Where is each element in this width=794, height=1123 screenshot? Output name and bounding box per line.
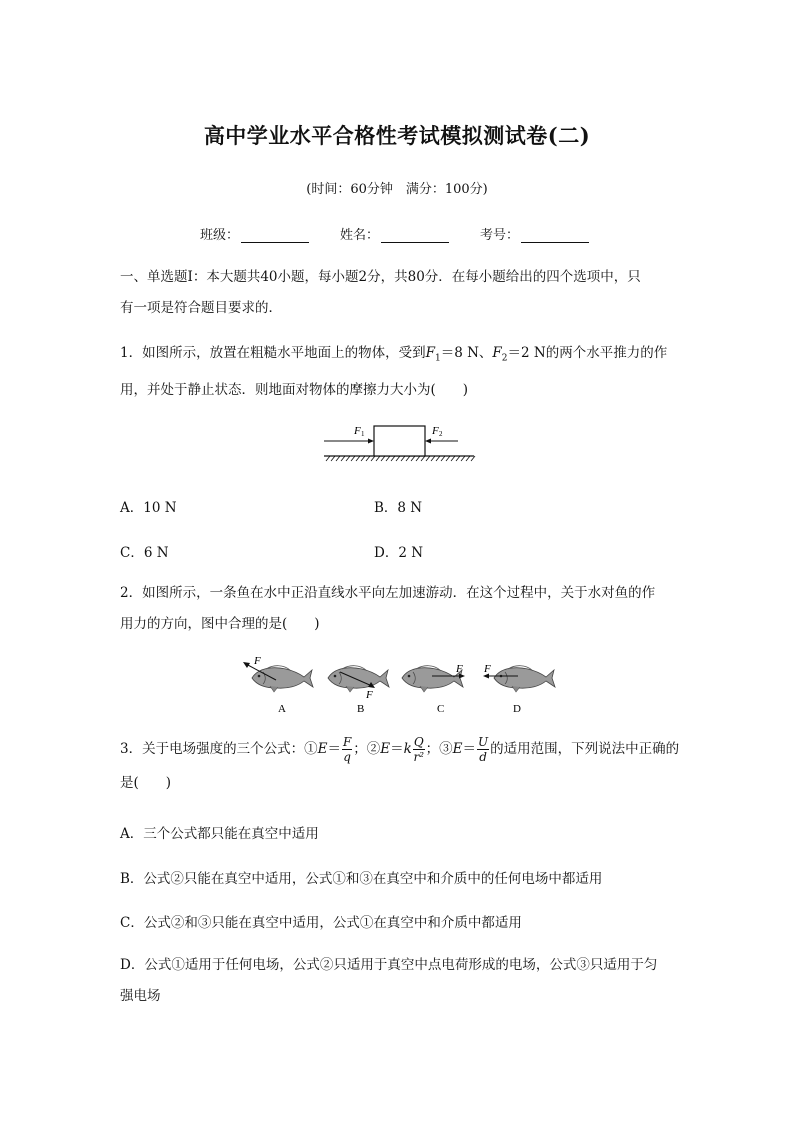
q2-figure [236, 652, 566, 718]
force-f1-label-sub: 1 [361, 430, 365, 438]
q1-option-b[interactable]: B．8 N [374, 500, 423, 516]
id-label: 考号： [480, 228, 520, 243]
q2-line-2: 用力的方向，图中合理的是( ) [120, 616, 320, 632]
q3-formula-1-lhs: E [317, 741, 328, 757]
class-blank[interactable] [241, 228, 309, 243]
force-f2-label: F [432, 425, 439, 437]
block [374, 426, 425, 456]
section-line-2: 有一项是符合题目要求的． [120, 300, 282, 316]
q1-option-c[interactable]: C．6 N [120, 545, 169, 561]
fish-b [328, 666, 389, 701]
fish-c-force-label: F [456, 663, 463, 675]
fish-label-d: D [513, 703, 521, 715]
question-3 [120, 732, 680, 800]
q1-f1-symbol: F [425, 345, 435, 361]
fish-label-a: A [278, 703, 286, 715]
force-f2-label-sub: 2 [439, 430, 443, 438]
q3-sep-2: ；③ [425, 741, 453, 757]
q1-line-2: 用，并处于静止状态．则地面对物体的摩擦力大小为( ) [120, 381, 469, 398]
q1-f2-sub: 2 [501, 353, 508, 364]
q1-figure [318, 416, 478, 466]
q3-option-c[interactable]: C．公式②和③只能在真空中适用，公式①在真空中和介质中都适用 [120, 915, 522, 931]
q1-option-d[interactable]: D．2 N [374, 545, 424, 561]
page-title: 高中学业水平合格性考试模拟测试卷(二) [203, 123, 591, 148]
q1-line-1 [120, 338, 680, 375]
q3-f2-num: Q [413, 735, 424, 749]
fish-label-b: B [357, 703, 365, 715]
q1-f1-sub: 1 [434, 353, 441, 364]
fish-b-force-label: F [366, 689, 373, 701]
q3-f1-num: F [342, 735, 352, 749]
class-label: 班级： [200, 228, 240, 243]
q3-tail: 的适用范围，下列说法中正确的 [490, 741, 680, 757]
q3-option-d-line-1: D．公式①适用于任何电场，公式②只适用于真空中点电荷形成的电场，公式③只适用于匀 [120, 957, 658, 973]
q3-f2-den: r² [413, 750, 425, 764]
q3-formula-3-fraction [477, 736, 489, 763]
q1-f1-value: ＝8 N、 [440, 345, 493, 361]
q3-formula-2-lhs: E [380, 741, 391, 757]
q3-formula-3-lhs: E [452, 741, 463, 757]
name-field [340, 224, 449, 243]
force-f1-arrow [324, 439, 374, 444]
q3-line-2: 是( ) [120, 775, 172, 791]
q3-f3-den: d [479, 750, 487, 764]
name-blank[interactable] [381, 228, 449, 243]
section-line-1: 一、单选题Ⅰ：本大题共40小题，每小题2分，共80分．在每小题给出的四个选项中，只 [120, 269, 641, 285]
q3-formula-2-fraction [413, 736, 425, 763]
q3-eq-1: ＝ [327, 741, 341, 757]
q3-option-d[interactable] [120, 950, 680, 1012]
question-1 [120, 338, 680, 406]
force-f1-label: F [354, 425, 361, 437]
force-f2-arrow [425, 439, 458, 444]
q3-f3-num: U [478, 735, 489, 749]
q3-eq-3: ＝ [462, 741, 477, 757]
q1-f2-value: ＝2 N [507, 345, 546, 361]
q3-option-b[interactable]: B．公式②只能在真空中适用，公式①和③在真空中和介质中的任何电场中都适用 [120, 871, 603, 887]
q3-option-a[interactable]: A．三个公式都只能在真空中适用 [120, 826, 319, 842]
exam-time-info: (时间：60分钟 满分：100分) [306, 182, 488, 197]
q3-line-1 [120, 732, 680, 766]
q3-formula-1-fraction [342, 736, 352, 763]
q1-text-post: 的两个水平推力的作 [545, 345, 668, 361]
q1-text-pre: 1．如图所示，放置在粗糙水平地面上的物体，受到 [120, 345, 426, 361]
fish-a [243, 655, 313, 692]
q3-sep-1: ；② [353, 741, 381, 757]
class-field [200, 224, 309, 243]
id-field [480, 224, 589, 243]
q1-f2-symbol: F [492, 345, 502, 361]
name-label: 姓名： [340, 228, 380, 243]
q1-option-a[interactable]: A．10 N [120, 500, 177, 516]
q3-f1-den: q [343, 750, 351, 764]
ground-hatching [324, 456, 475, 461]
section-instructions [120, 262, 680, 324]
q3-formula-2-k: k [403, 741, 412, 757]
fish-a-force-label: F [254, 655, 261, 667]
fish-d-force-label: F [484, 663, 491, 675]
id-blank[interactable] [521, 228, 589, 243]
fish-c [402, 663, 465, 692]
question-2 [120, 578, 680, 640]
fish-label-c: C [437, 703, 445, 715]
q3-intro: 3．关于电场强度的三个公式：① [120, 741, 318, 757]
fish-d [483, 663, 555, 692]
q3-option-d-line-2: 强电场 [120, 988, 161, 1004]
q3-eq-2: ＝ [390, 741, 404, 757]
q2-line-1: 2．如图所示，一条鱼在水中正沿直线水平向左加速游动．在这个过程中，关于水对鱼的作 [120, 585, 656, 601]
